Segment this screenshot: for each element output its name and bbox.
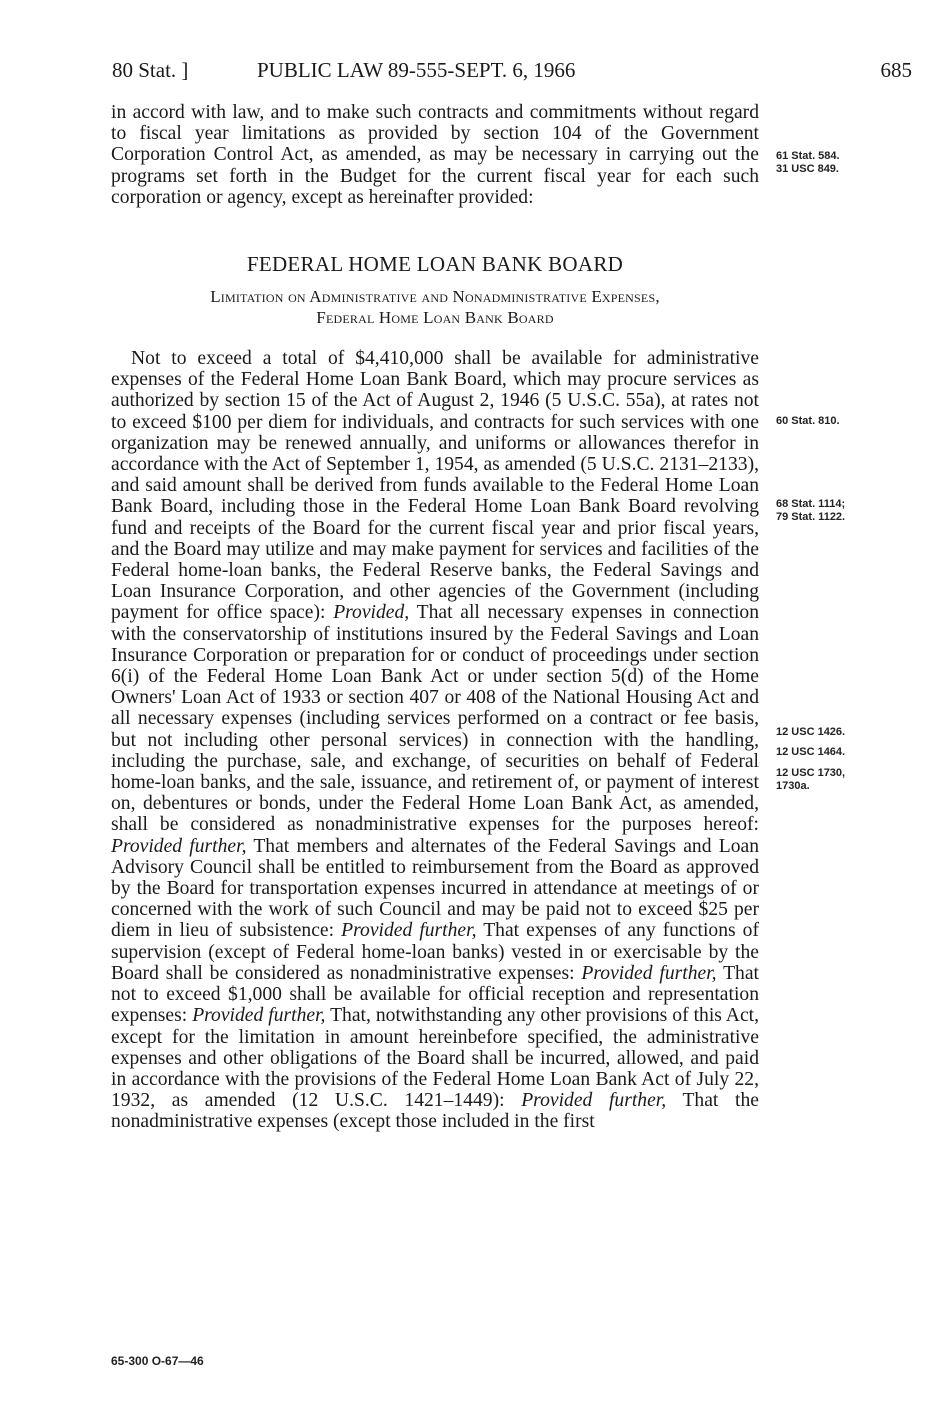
page-title: PUBLIC LAW 89-555-SEPT. 6, 1966 — [257, 58, 576, 82]
proviso-label-5: Provided further, — [192, 1005, 326, 1027]
subheading-line-2: Federal Home Loan Bank Board — [316, 308, 554, 327]
print-code: 65-300 O-67—46 — [111, 1354, 204, 1368]
body-text-6: That, notwithstanding any other provisions of this Act, except for the limitation in amount hereinbefore specified, the administrative expenses and other obligations of the Board shall be incurred, allowed, and paid in accordance with the provisions of the Federal Home Loan Bank Act of July 22, 1932, as amended (12 U.S.C. 1421–1449): — [111, 1005, 759, 1112]
page-header — [112, 58, 912, 86]
intro-paragraph: in accord with law, and to make such contracts and commitments without regard to fiscal year limitations as provided by section 104 of the Government Corporation Control Act, as amended, as may be necessary in carrying out the programs set forth in the Budget for the current fiscal year for each such corporation or agency, except as hereinafter provided: — [111, 102, 759, 208]
margin-citation: 12 USC 1426. — [776, 726, 846, 738]
margin-citation: 12 USC 1730, 1730a. — [776, 767, 846, 792]
volume-reference: 80 Stat. ] — [112, 58, 189, 82]
margin-citation: 12 USC 1464. — [776, 746, 846, 758]
proviso-label-3: Provided further, — [341, 920, 477, 942]
proviso-label-4: Provided further, — [581, 962, 717, 984]
margin-citation: 61 Stat. 584. 31 USC 849. — [776, 150, 840, 175]
proviso-label-2: Provided further, — [111, 835, 247, 857]
body-text-1: Not to exceed a total of $4,410,000 shall be available for administrative expenses of the Federal Home Loan Bank Board, which may procure services as authorized by section 15 of the Act of August 2, 1946 (5 U.S.C. 55a), at rates not to exceed $100 per diem for individuals, and contracts for such services with one organization may be renewed annually, and uniforms or allowances therefor in accordance with the Act of September 1, 1954, as amended (5 U.S.C. 2131–2133), and said amount shall be derived from funds available to the Federal Home Loan Bank Board, including those in the Federal Home Loan Bank Board revolving fund and receipts of the Board for the current fiscal year and prior fiscal years, and the Board may utilize and may make payment for services and facilities of the Federal home-loan banks, the Federal Reserve banks, the Federal Savings and Loan Insurance Corporation, and other agencies of the Government (including payment for office space): — [111, 348, 759, 624]
section-subheading — [111, 286, 759, 328]
appropriation-paragraph — [111, 348, 759, 1133]
body-text-2: That all necessary expenses in connection with the conservatorship of institutions insured by the Federal Savings and Loan Insurance Corporation or preparation for or conduct of proceedings under section 6(i) of the Federal Home Loan Bank Act or under section 5(d) of the Home Owners' Loan Act of 1933 or section 407 or 408 of the National Housing Act and all necessary expenses (including services performed on a contract or fee basis, but not including other personal services) in connection with the handling, including the purchase, sale, and exchange, of securities on behalf of Federal home-loan banks, and the sale, issuance, and retirement of, or payment of interest on, debentures or bonds, under the Federal Home Loan Bank Act, as amended, shall be considered as nonadministrative expenses for the purposes hereof: — [111, 602, 760, 836]
page-number: 685 — [880, 58, 912, 82]
body-text-4: That expenses of any functions of supervision (except of Federal home-loan banks) vested in or exercisable by the Board shall be considered as nonadministrative expenses: — [111, 920, 759, 984]
body-text-5: That not to exceed $1,000 shall be available for official reception and representation expenses: — [111, 962, 759, 1027]
margin-citation: 68 Stat. 1114; 79 Stat. 1122. — [776, 498, 846, 523]
body-text-7: That the nonadministrative expenses (except those included in the first — [111, 1090, 759, 1133]
section-heading: FEDERAL HOME LOAN BANK BOARD — [246, 252, 624, 276]
proviso-label-6: Provided further, — [521, 1090, 667, 1112]
body-text-3: That members and alternates of the Federal Savings and Loan Advisory Council shall be entitled to reimbursement from the Board as approved by the Board for transportation expenses incurred in attendance at meetings of or concerned with the work of such Council and may be paid not to exceed $25 per diem in lieu of subsistence: — [111, 835, 759, 942]
subheading-line-1: Limitation on Administrative and Nonadministrative Expenses, — [210, 287, 660, 306]
proviso-label-1: Provided, — [333, 602, 410, 624]
margin-citation: 60 Stat. 810. — [776, 415, 840, 427]
